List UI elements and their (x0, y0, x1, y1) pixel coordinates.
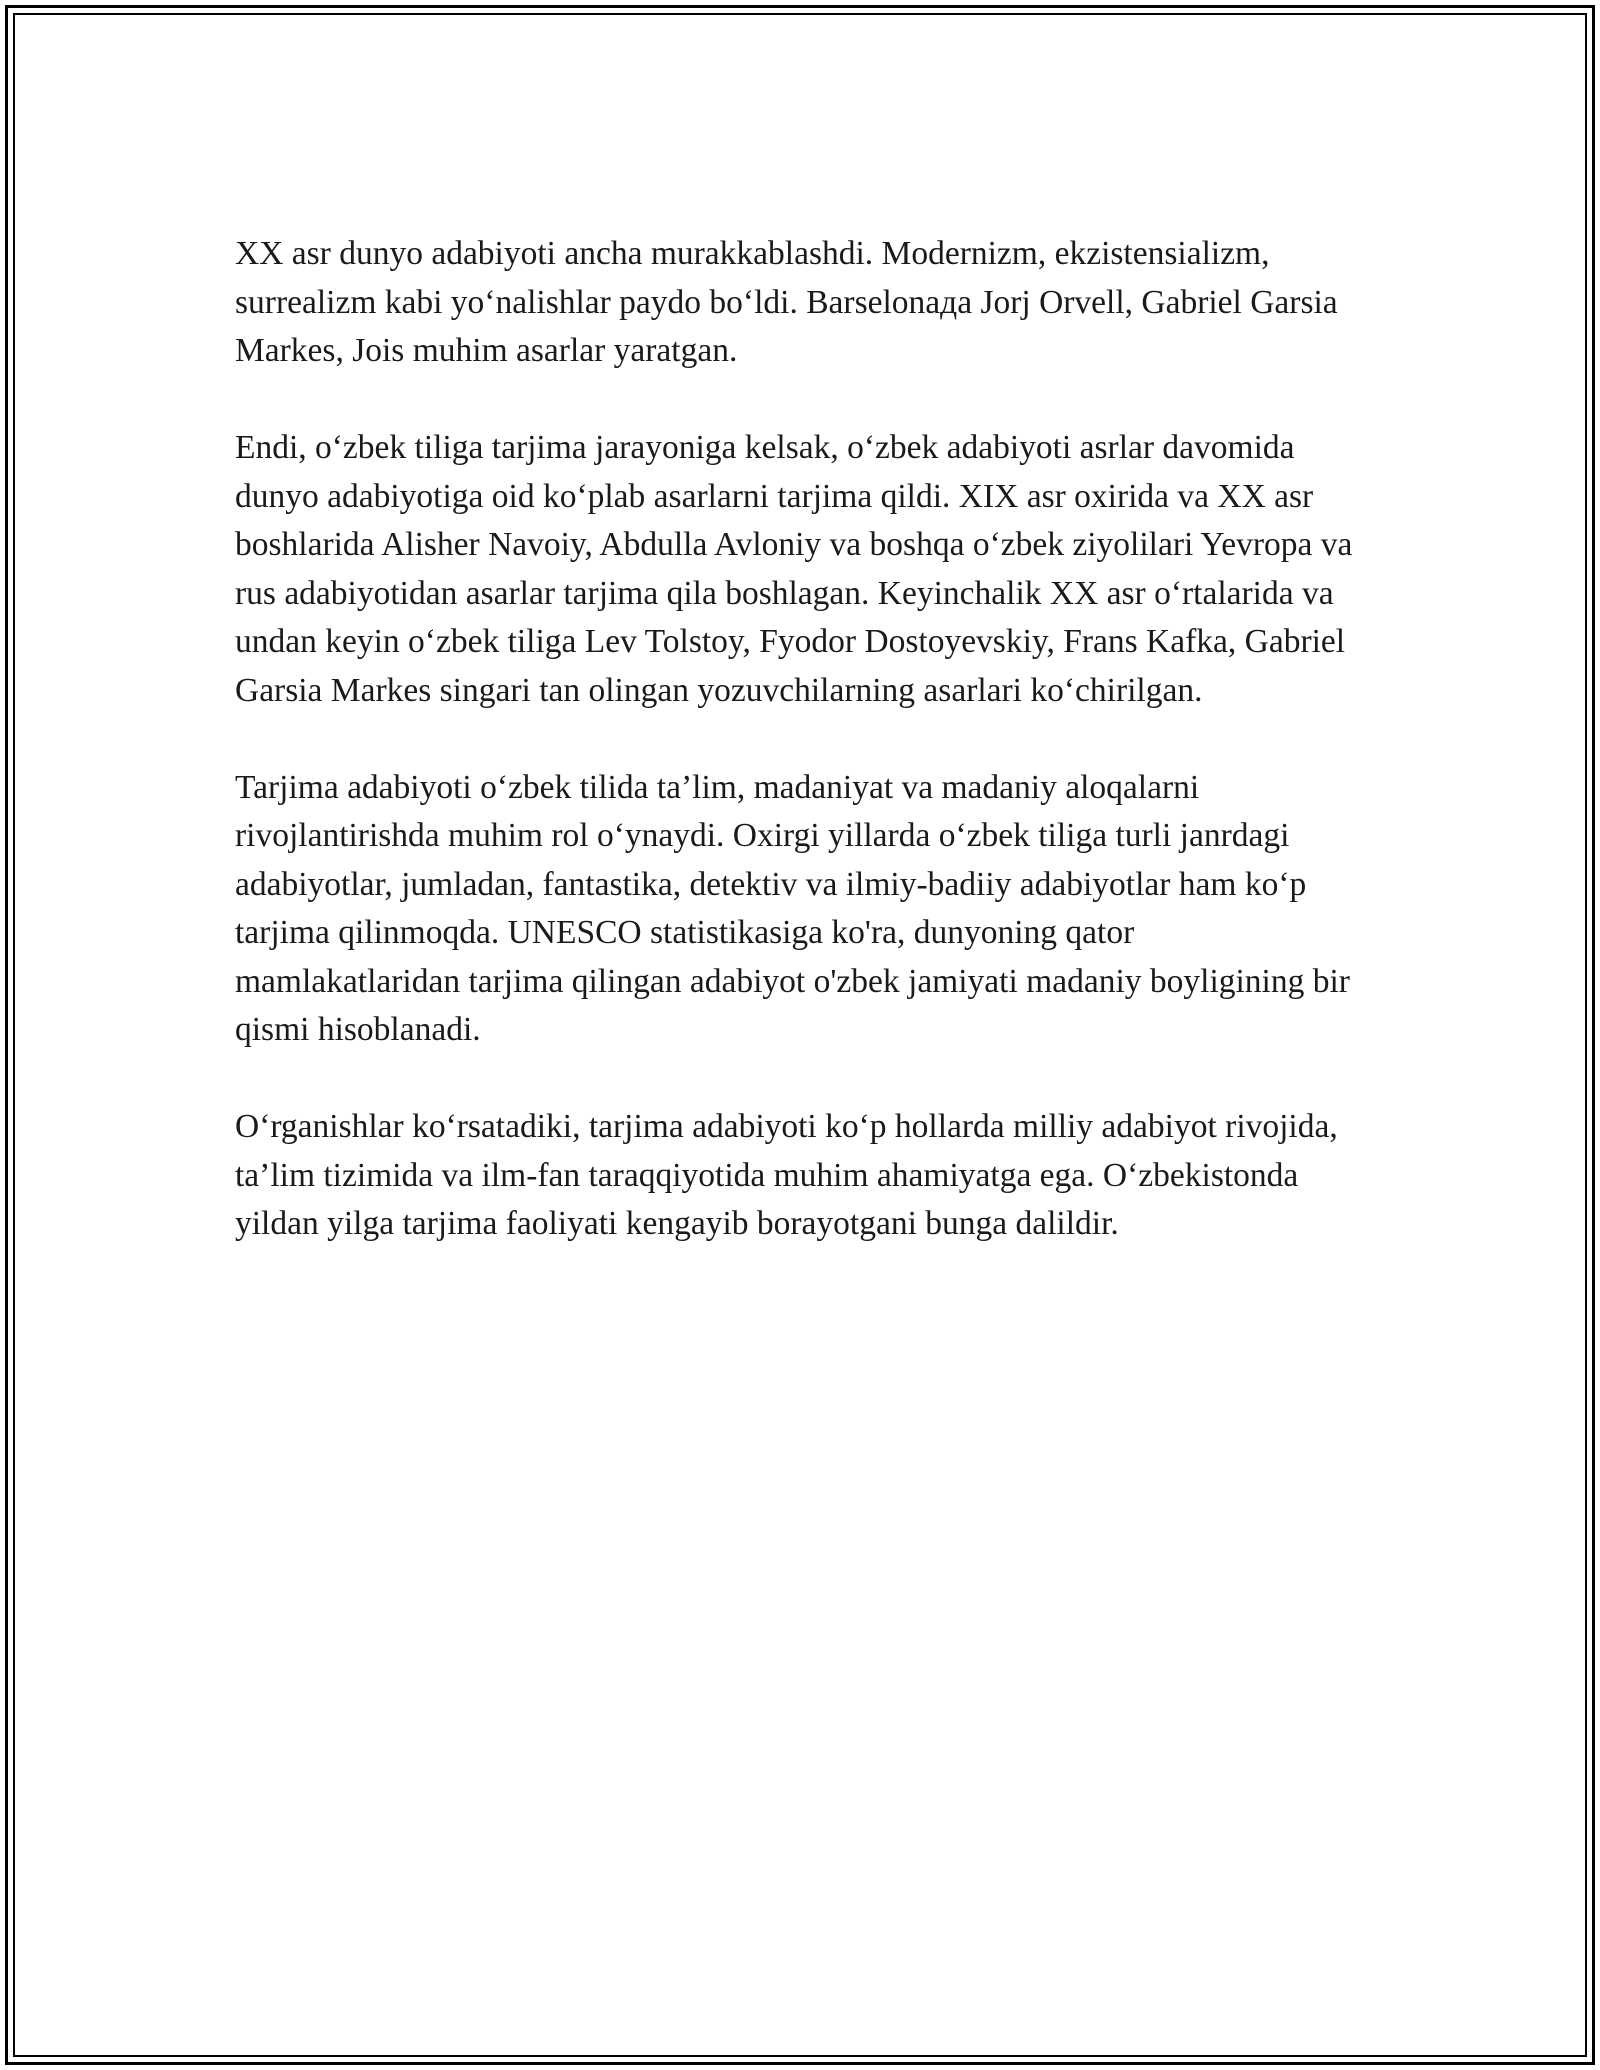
paragraph-1: XX asr dunyo adabiyoti ancha murakkablashdi. Modernizm, ekzistensializm, surrealizm kabi yo‘nalishlar paydo bo‘ldi. Barselonада Jorj Orvell, Gabriel Garsia Markes, Jois muhim asarlar yaratgan. (235, 235, 1338, 369)
paragraph-3: Tarjima adabiyoti o‘zbek tilida ta’lim, madaniyat va madaniy aloqalarni rivojlantirishda muhim rol o‘ynaydi. Oxirgi yillarda o‘zbek tiliga turli janrdagi adabiyotlar, jumladan, fantastika, detektiv va ilmiy-badiiy adabiyotlar ham ko‘p tarjima qilinmoqda. UNESCO statistikasiga ko'ra, dunyoning qator mamlakatlaridan tarjima qilingan adabiyot o'zbek jamiyati madaniy boyligining bir qismi hisoblanadi. (235, 768, 1350, 1048)
paragraph-2: Endi, o‘zbek tiliga tarjima jarayoniga kelsak, o‘zbek adabiyoti asrlar davomida dunyo adabiyotiga oid ko‘plab asarlarni tarjima qildi. XIX asr oxirida va XX asr boshlarida Alisher Navoiy, Abdulla Avloniy va boshqa o‘zbek ziyolilari Yevropa va rus adabiyotidan asarlar tarjima qila boshlagan. Keyinchalik XX asr o‘rtalarida va undan keyin o‘zbek tiliga Lev Tolstoy, Fyodor Dostoyevskiy, Frans Kafka, Gabriel Garsia Markes singari tan olingan yozuvchilarning asarlari ko‘chirilgan. (235, 429, 1353, 709)
document-body (235, 230, 1365, 1297)
paragraph-4: O‘rganishlar ko‘rsatadiki, tarjima adabiyoti ko‘p hollarda milliy adabiyot rivojida, ta’lim tizimida va ilm-fan taraqqiyotida muhim ahamiyatga ega. O‘zbekistonda yildan yilga tarjima faoliyati kengayib borayotgani bunga dalildir. (235, 1108, 1338, 1242)
